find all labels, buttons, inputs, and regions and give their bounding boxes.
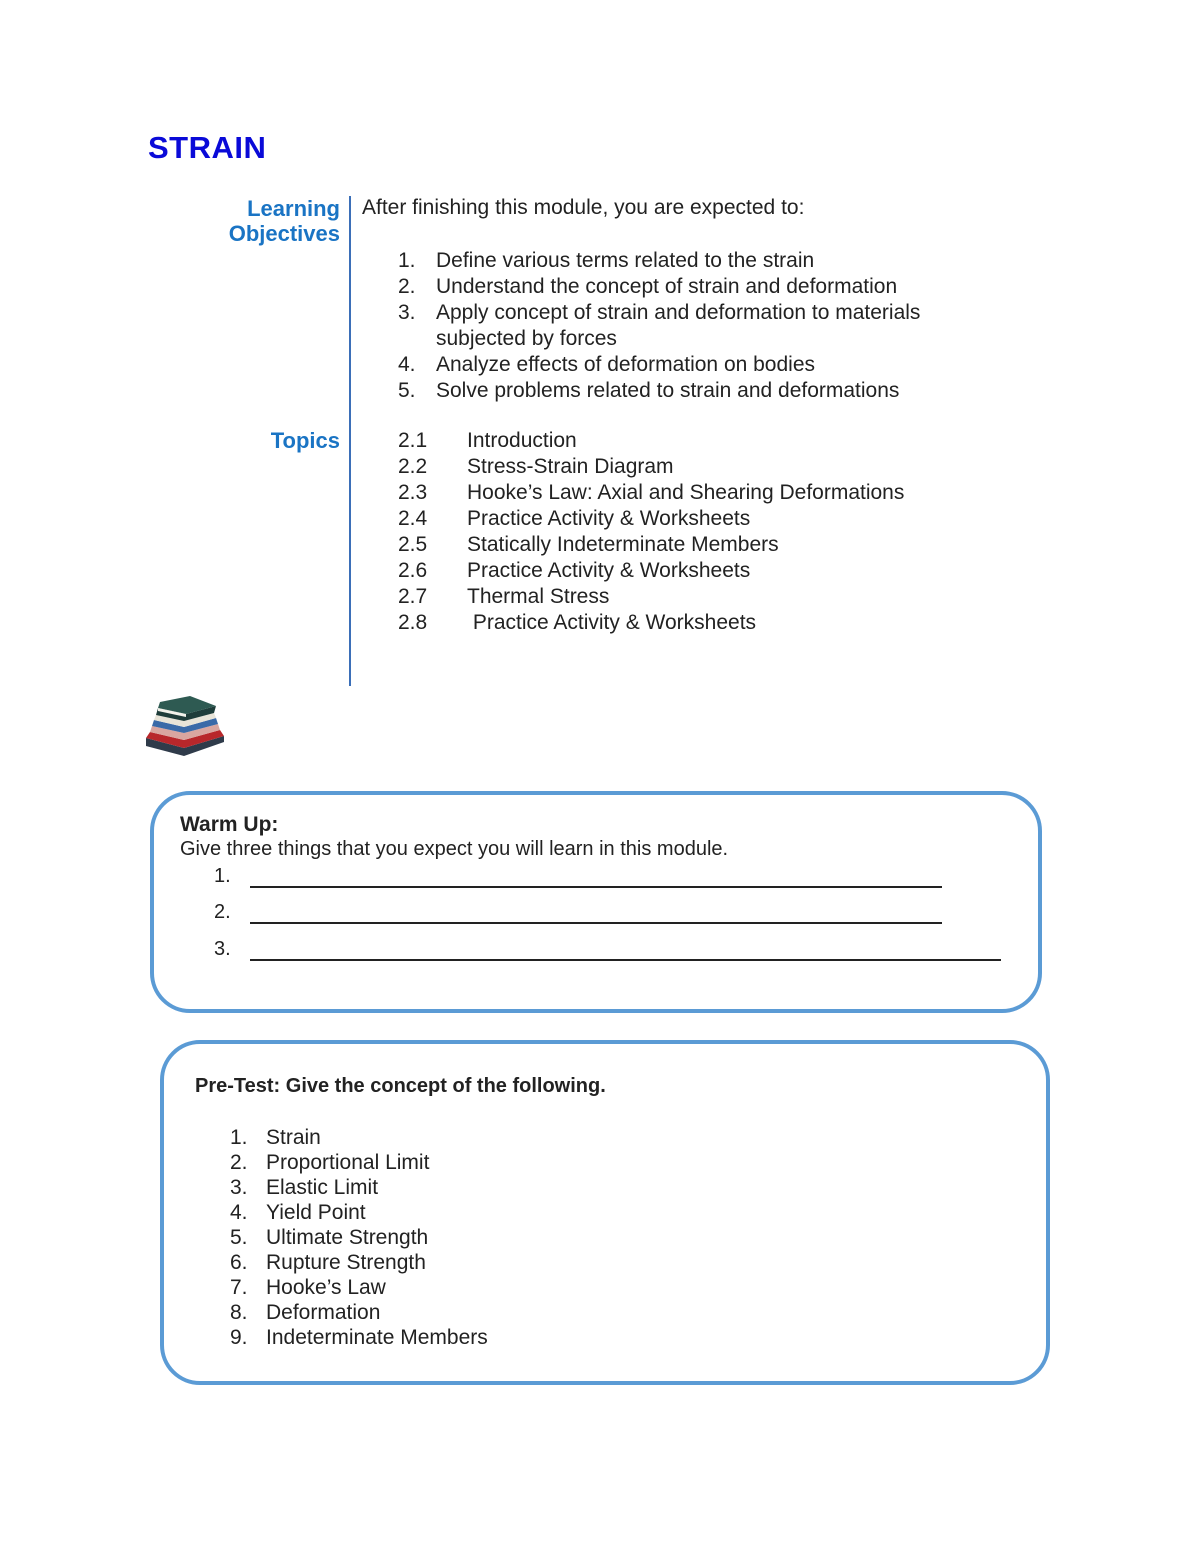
list-item: 3. Elastic Limit (230, 1176, 379, 1199)
list-item: 5. Solve problems related to strain and deformations (398, 379, 900, 402)
topics-list (398, 428, 904, 636)
warm-up-box (150, 791, 1042, 1013)
list-item: 2.6 Practice Activity & Worksheets (398, 559, 751, 582)
list-item: 2.4 Practice Activity & Worksheets (398, 507, 751, 530)
page-title: STRAIN (148, 130, 267, 165)
list-item: 4. Analyze effects of deformation on bodies (398, 353, 816, 376)
answer-number: 2. (214, 901, 231, 923)
book-stack-icon (140, 688, 230, 758)
list-item: 2.5 Statically Indeterminate Members (398, 533, 779, 556)
list-item: 8. Deformation (230, 1301, 381, 1324)
list-item: 1. Define various terms related to the strain (398, 249, 815, 272)
list-item: 6. Rupture Strength (230, 1251, 426, 1274)
list-item: 2.8 Practice Activity & Worksheets (398, 611, 757, 634)
pre-test-heading: Pre-Test: Give the concept of the following. (195, 1075, 606, 1097)
list-item: 1. Strain (230, 1126, 321, 1149)
answer-blank-line[interactable] (250, 886, 942, 888)
list-item: 3. Apply concept of strain and deformation to materials subjected by forces (398, 301, 921, 350)
list-item: 2.7 Thermal Stress (398, 585, 610, 608)
section-divider (349, 196, 351, 686)
objectives-list (398, 248, 996, 404)
topics-label: Topics (270, 428, 340, 453)
learning-objectives-label: Learning Objectives (228, 196, 340, 246)
list-item: 9. Indeterminate Members (230, 1326, 488, 1349)
answer-number: 1. (214, 865, 231, 887)
warm-up-description: Give three things that you expect you will learn in this module. (180, 838, 729, 860)
answer-blank-line[interactable] (250, 922, 942, 924)
list-item: 2.1 Introduction (398, 429, 577, 452)
list-item: 2. Understand the concept of strain and deformation (398, 275, 898, 298)
list-item: 2. Proportional Limit (230, 1151, 430, 1174)
objectives-intro: After finishing this module, you are expected to: (362, 196, 805, 219)
answer-number: 3. (214, 938, 231, 960)
warm-up-heading: Warm Up: (180, 813, 279, 836)
list-item: 2.2 Stress-Strain Diagram (398, 455, 674, 478)
list-item: 7. Hooke’s Law (230, 1276, 386, 1299)
pre-test-list (230, 1125, 488, 1350)
list-item: 5. Ultimate Strength (230, 1226, 429, 1249)
list-item: 2.3 Hooke’s Law: Axial and Shearing Deformations (398, 481, 905, 504)
list-item: 4. Yield Point (230, 1201, 366, 1224)
answer-blank-line[interactable] (250, 959, 1001, 961)
